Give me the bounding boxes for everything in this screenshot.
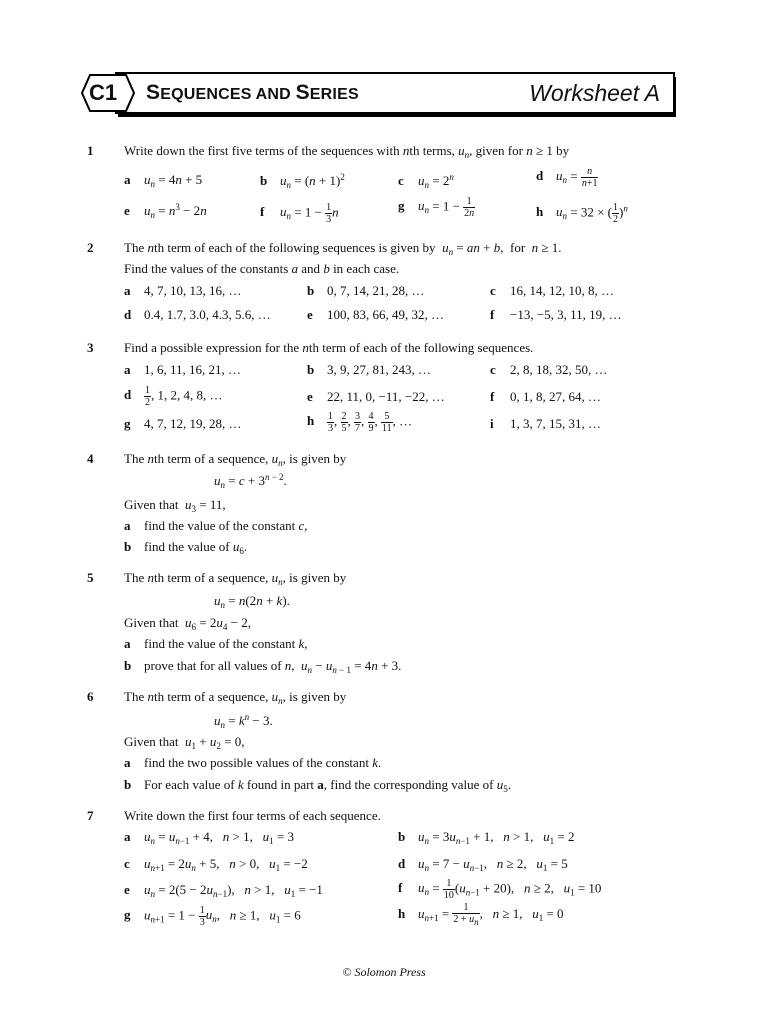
question-number: 2 xyxy=(87,240,94,255)
question-number: 4 xyxy=(87,451,94,466)
footer-copyright: © Solomon Press xyxy=(342,965,426,979)
part-f: f $u_n$ = $\frac{1}{10}$ $(u_{n-1} + 20)$, n ≥ 2, $u_1 = 10$ xyxy=(398,878,602,901)
part-a: a $u_n = 4n + 5$ xyxy=(124,172,203,189)
question-number: 1 xyxy=(87,143,94,158)
part-c: c $u_{n+1} = 2u_n + 5$, n > 0, $u_1 = -2$ xyxy=(124,856,308,873)
part-e: e $u_n = n^3 - 2n$ xyxy=(124,202,207,220)
worksheet-header xyxy=(70,72,678,118)
part-c: c $u_n = 2^n$ xyxy=(398,172,454,190)
question-number: 7 xyxy=(87,808,94,823)
question-number: 6 xyxy=(87,689,94,704)
given-line: Given that $u_1 + u_2 = 0$, xyxy=(124,734,245,751)
part-f: f 0, 1, 8, 27, 64, … xyxy=(490,389,601,404)
part-a: a find the two possible values of the constant k. xyxy=(124,755,382,770)
question-number: 5 xyxy=(87,570,94,585)
worksheet-label: Worksheet A xyxy=(529,80,660,106)
question-stem: The nth term of a sequence, $u_n$, is given by xyxy=(124,570,347,587)
question-stem: The nth term of a sequence, $u_n$, is given by xyxy=(124,451,347,468)
chapter-code: C1 xyxy=(88,80,118,105)
part-g: g $u_{n+1} = 1$ − $\frac{1}{3}$ $u_n$, n ≥ 1, $u_1 = 6$ xyxy=(124,905,301,928)
worksheet-title: SEQUENCES AND SERIES xyxy=(146,81,359,104)
part-a: a 4, 7, 10, 13, 16, … xyxy=(124,283,242,298)
part-b: b $u_n = (n + 1)^2$ xyxy=(260,172,345,190)
formula: $u_n = k^n - 3$. xyxy=(214,712,273,730)
part-b: b prove that for all values of n, $u_n - u_n$ $_{- 1}$ = 4n + 3. xyxy=(124,658,402,675)
part-h: h $u_{n+1}$ = $\frac{1}{2 + u_n}$ , n ≥ 1, $u_1 = 0$ xyxy=(398,902,564,927)
question-number: 3 xyxy=(87,340,94,355)
part-c: c 16, 14, 12, 10, 8, … xyxy=(490,283,614,298)
question-stem: The nth term of a sequence, $u_n$, is given by xyxy=(124,689,347,706)
part-a: a 1, 6, 11, 16, 21, … xyxy=(124,362,242,377)
part-a: a find the value of the constant k, xyxy=(124,636,308,651)
question-stem: Write down the first four terms of each sequence. xyxy=(124,808,381,823)
question-stem-2: Find the values of the constants a and b in each case. xyxy=(124,261,400,276)
part-c: c 2, 8, 18, 32, 50, … xyxy=(490,362,608,377)
part-d: d $\frac{1}{2}$ , 1, 2, 4, 8, … xyxy=(124,385,223,408)
part-e: e 100, 83, 66, 49, 32, … xyxy=(307,307,444,322)
part-f: f $u_n = 1$ − $\frac{1}{3}$ n xyxy=(260,202,339,225)
part-f: f −13, −5, 3, 11, 19, … xyxy=(490,307,622,322)
part-g: g 4, 7, 12, 19, 28, … xyxy=(124,416,242,431)
part-e: e $u_n = 2(5 - 2u_{n-1})$, n > 1, $u_1 = -1$ xyxy=(124,882,323,899)
part-g: g $u_n = 1$ − $\frac{1}{2n}$ xyxy=(398,196,475,219)
part-b: b $u_n = 3u_{n-1} + 1$, n > 1, $u_1 = 2$ xyxy=(398,829,575,846)
part-a: a $u_n = u_{n-1} + 4$, n > 1, $u_1 = 3$ xyxy=(124,829,294,846)
part-b: b find the value of $u_6$. xyxy=(124,539,248,556)
question-stem: The nth term of each of the following sequences is given by $u_n$ = an + b, for n ≥ 1. xyxy=(124,240,562,257)
given-line: Given that $u_6 = 2u_4 - 2$, xyxy=(124,615,251,632)
part-b: b For each value of k found in part a, find the corresponding value of $u_5$. xyxy=(124,777,511,794)
part-d: d $u_n$ = $\frac{n}{n+1}$ xyxy=(536,166,598,189)
part-b: b 0, 7, 14, 21, 28, … xyxy=(307,283,425,298)
part-b: b 3, 9, 27, 81, 243, … xyxy=(307,362,431,377)
part-d: d $u_n = 7 - u_{n-1}$, n ≥ 2, $u_1 = 5$ xyxy=(398,856,568,873)
part-a: a find the value of the constant c, xyxy=(124,518,308,533)
question-stem: Write down the first five terms of the sequences with nth terms, $u_n$, given for n ≥ 1 by xyxy=(124,143,570,160)
part-d: d 0.4, 1.7, 3.0, 4.3, 5.6, … xyxy=(124,307,271,322)
question-stem: Find a possible expression for the nth term of each of the following sequences. xyxy=(124,340,534,355)
part-i: i 1, 3, 7, 15, 31, … xyxy=(490,416,601,431)
part-h: h $\frac{1}{3}$ , $\frac{2}{5}$ , $\frac{3}{7}$ , $\frac{4}{9}$ , $\frac{5}{11}$ , … xyxy=(307,411,413,434)
formula: $u_n = c + 3^{n - 2}$. xyxy=(214,472,287,490)
formula: $u_n = n(2n + k)$. xyxy=(214,593,290,610)
part-e: e 22, 11, 0, −11, −22, … xyxy=(307,389,445,404)
part-h: h $u_n = 32$ × ( $\frac{1}{2}$ )$^n$ xyxy=(536,202,628,225)
given-line: Given that $u_3 = 11$, xyxy=(124,497,226,514)
